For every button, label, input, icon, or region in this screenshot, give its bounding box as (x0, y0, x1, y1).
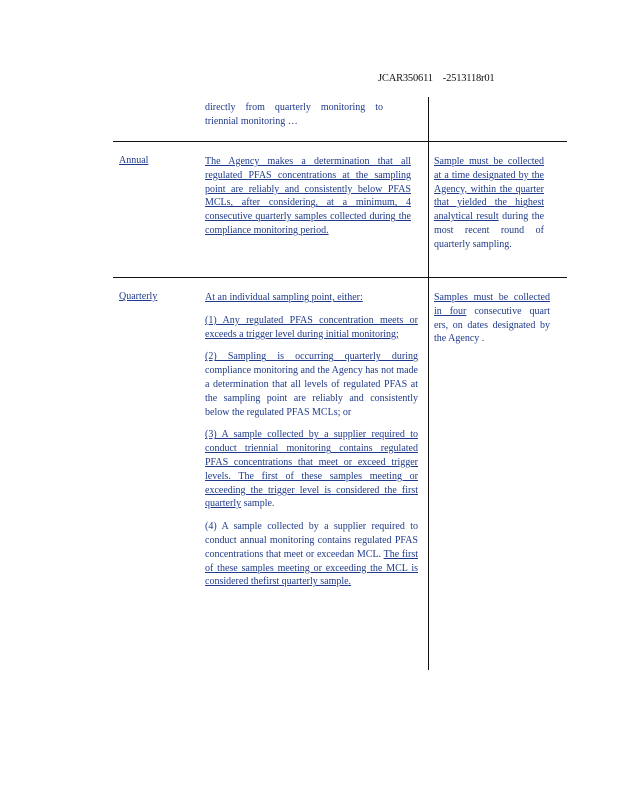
column-divider (428, 97, 429, 670)
quarterly-timing-underlined: Samples must be collected in four (434, 292, 550, 317)
annual-timing-underlined: Sample must be collected at a time designated by the Agency, within the quarter that yielded the highest analytical result (434, 156, 544, 223)
revision-id: -2513118r01 (442, 73, 495, 84)
quarterly-timing (434, 291, 550, 346)
quarterly-item-1: (1) Any regulated PFAS concentration meets or exceeds a trigger level during initial monitoring; (205, 314, 418, 340)
quarterly-item-4: (4) A sample collected by a supplier required to conduct annual monitoring contains regulated PFAS concentrations that meet or exceedan MCL. The first of these samples meeting or exceeding the MCL is considered thefirst quarterly sample. (205, 521, 418, 588)
continuation-text: directly from quarterly monitoring to triennial monitoring … (205, 102, 383, 127)
quarterly-intro: At an individual sampling point, either: (205, 292, 363, 303)
annual-condition-text: The Agency makes a determination that all regulated PFAS concentrations at the sampling point are reliably and consistently below PFAS MCLs, after considering, at a minimum, 4 consecutive quarterly samples collected during the compliance monitoring period. (205, 156, 411, 236)
row-divider-top (113, 141, 567, 142)
frequency-quarterly: Quarterly (119, 291, 158, 302)
quarterly-item-3: (3) A sample collected by a supplier required to conduct triennial monitoring contains regulated PFAS concentrations that meet or exceed trigger levels. The first of these samples meeting or exceeding the trigger level is considered the first quarterly sample. (205, 429, 418, 510)
frequency-annual: Annual (119, 155, 149, 166)
annual-condition (205, 155, 411, 238)
quarterly-item-2: (2) Sampling is occurring quarterly during compliance monitoring and the Agency has not made a determination that all levels of regulated PFAS at the sampling point are reliably and consistently below the regulated PFAS MCLs; or (205, 351, 418, 418)
document-header (378, 73, 494, 84)
annual-timing (434, 155, 544, 252)
row-divider-middle (113, 277, 567, 278)
annual-timing-plain: during the most recent round of quarterly sampling. (434, 211, 545, 250)
document-id: JCAR350611 (378, 73, 433, 84)
quarterly-timing-plain: consecutive quart ers, on dates designated by the Agency . (434, 305, 550, 345)
quarterly-condition (205, 291, 418, 589)
